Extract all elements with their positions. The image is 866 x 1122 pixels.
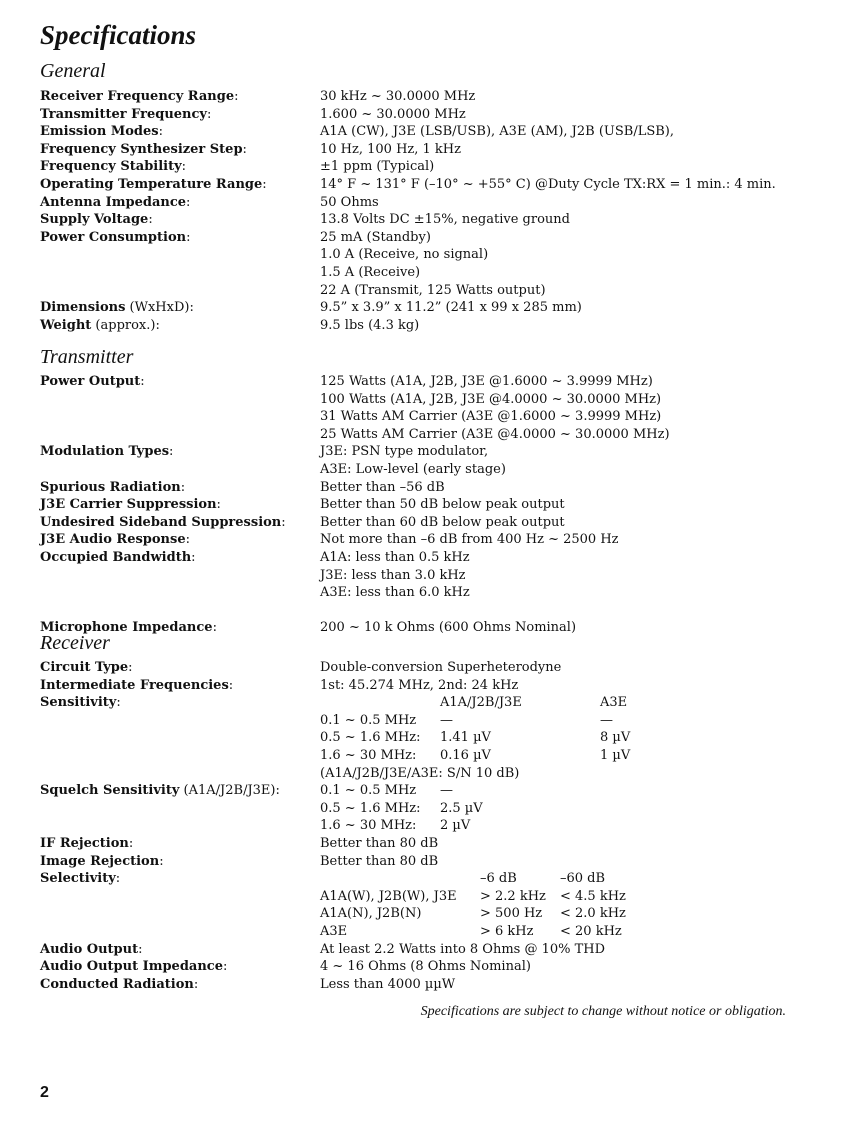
- spec-value: 1.5 A (Receive): [320, 264, 421, 280]
- table-cell: < 4.5 kHz: [560, 888, 626, 904]
- spec-value: 25 Watts AM Carrier (A3E @4.0000 ~ 30.0000 MHz): [320, 426, 670, 442]
- table-cell: 1.41 µV: [440, 730, 491, 746]
- spec-row-power-output: Power Output: 125 Watts (A1A, J2B, J3E @1.6000 ~ 3.9999 MHz) 100 Watts (A1A, J2B, J3E @4.0000 ~ 30.0000 MHz) 31 Watts AM Carrier (A3E @1.6000 ~ 3.9999 MHz) 25 Watts AM Carrier (A3E @4.0000 ~ 30.0000 MHz): [40, 373, 830, 443]
- spec-value: 1.0 A (Receive, no signal): [320, 247, 489, 263]
- spec-value: J3E: PSN type modulator,: [320, 444, 489, 460]
- sensitivity-table: [320, 694, 830, 764]
- spec-value: 4 ~ 16 Ohms (8 Ohms Nominal): [320, 959, 531, 975]
- spec-row-audio-output-impedance: Audio Output Impedance: 4 ~ 16 Ohms (8 Ohms Nominal): [40, 958, 830, 976]
- spec-value: Better than 50 dB below peak output: [320, 497, 565, 513]
- spec-row-synthesizer-step: Frequency Synthesizer Step: 10 Hz, 100 Hz, 1 kHz: [40, 141, 830, 159]
- transmitter-spec-list: [40, 373, 830, 637]
- table-cell: > 6 kHz: [480, 923, 534, 939]
- table-cell: 1 µV: [600, 747, 631, 763]
- spec-row-modulation-types: Modulation Types: J3E: PSN type modulator, A3E: Low-level (early stage): [40, 443, 830, 478]
- spec-row-microphone-impedance: Microphone Impedance: 200 ~ 10 k Ohms (600 Ohms Nominal): [40, 619, 830, 637]
- spec-row-power-consumption: Power Consumption: 25 mA (Standby) 1.0 A (Receive, no signal) 1.5 A (Receive) 22 A (Transmit, 125 Watts output): [40, 229, 830, 299]
- spec-label: Undesired Sideband Suppression: [40, 514, 282, 530]
- spec-value: 14° F ~ 131° F (–10° ~ +55° C) @Duty Cycle TX:RX = 1 min.: 4 min.: [320, 176, 776, 192]
- spec-value: J3E: less than 3.0 kHz: [320, 567, 466, 583]
- page-number: 2: [40, 1084, 49, 1101]
- spec-value: ±1 ppm (Typical): [320, 159, 435, 175]
- spec-row-intermediate-frequencies: Intermediate Frequencies: 1st: 45.274 MHz, 2nd: 24 kHz: [40, 677, 830, 695]
- spec-value: Better than –56 dB: [320, 479, 445, 495]
- spec-row-supply-voltage: Supply Voltage: 13.8 Volts DC ±15%, negative ground: [40, 211, 830, 229]
- spec-row-occupied-bandwidth: Occupied Bandwidth: A1A: less than 0.5 kHz J3E: less than 3.0 kHz A3E: less than 6.0 kHz: [40, 549, 830, 602]
- spec-value: Better than 80 dB: [320, 853, 439, 869]
- footer-note: Specifications are subject to change without notice or obligation.: [420, 1004, 786, 1019]
- spec-value: A1A (CW), J3E (LSB/USB), A3E (AM), J2B (USB/LSB),: [320, 124, 675, 140]
- spec-value: 1.600 ~ 30.0000 MHz: [320, 106, 466, 122]
- spec-label: Operating Temperature Range: [40, 176, 263, 192]
- spec-value: 22 A (Transmit, 125 Watts output): [320, 282, 546, 298]
- spec-label: Frequency Synthesizer Step: [40, 141, 243, 157]
- spec-value: 9.5 lbs (4.3 kg): [320, 317, 420, 333]
- table-cell: —: [440, 783, 453, 799]
- table-cell: A3E: [320, 923, 348, 939]
- spec-value: A3E: Low-level (early stage): [320, 461, 506, 477]
- spec-value: 25 mA (Standby): [320, 229, 431, 245]
- spec-label: Antenna Impedance: [40, 194, 187, 210]
- spec-label: Sensitivity: [40, 695, 117, 711]
- spec-row-spurious-radiation: Spurious Radiation: Better than –56 dB: [40, 479, 830, 497]
- spec-value: A3E: less than 6.0 kHz: [320, 585, 470, 601]
- spec-label: Supply Voltage: [40, 212, 149, 228]
- table-header-cell: A1A/J2B/J3E: [440, 695, 522, 711]
- spec-row-squelch-sensitivity: Squelch Sensitivity (A1A/J2B/J3E): 0.1 ~ 0.5 MHz — 0.5 ~ 1.6 MHz: 2.5 µV 1.6 ~ 30 MHz: 2 µV: [40, 782, 830, 835]
- spec-label: Microphone Impedance: [40, 620, 213, 636]
- spec-value: A1A: less than 0.5 kHz: [320, 549, 470, 565]
- spec-label: Power Output: [40, 374, 141, 389]
- table-cell: 8 µV: [600, 730, 631, 746]
- spec-label: Modulation Types: [40, 444, 170, 460]
- table-cell: > 500 Hz: [480, 906, 543, 922]
- table-cell: A1A(N), J2B(N): [320, 906, 422, 922]
- sensitivity-note: (A1A/J2B/J3E/A3E: S/N 10 dB): [320, 765, 520, 781]
- spec-label: Spurious Radiation: [40, 479, 181, 495]
- table-header-cell: [320, 870, 480, 888]
- selectivity-table: [320, 870, 830, 940]
- spec-row-sideband-suppression: Undesired Sideband Suppression: Better than 60 dB below peak output: [40, 514, 830, 532]
- spec-label: Frequency Stability: [40, 159, 182, 175]
- spec-value: 13.8 Volts DC ±15%, negative ground: [320, 212, 570, 228]
- spec-row-if-rejection: IF Rejection: Better than 80 dB: [40, 835, 830, 853]
- table-cell: 0.5 ~ 1.6 MHz:: [320, 800, 421, 816]
- spec-label: J3E Audio Response: [40, 532, 186, 548]
- spec-label: Weight: [40, 317, 92, 333]
- spec-row-frequency-stability: Frequency Stability: ±1 ppm (Typical): [40, 158, 830, 176]
- table-cell: 1.6 ~ 30 MHz:: [320, 818, 417, 834]
- spec-label-qualifier: (A1A/J2B/J3E): [179, 783, 276, 799]
- table-cell: 2.5 µV: [440, 800, 483, 816]
- spec-label: Squelch Sensitivity: [40, 783, 180, 799]
- table-header-cell: A3E: [600, 695, 628, 711]
- table-cell: > 2.2 kHz: [480, 888, 546, 904]
- spec-value: Less than 4000 µµW: [320, 976, 456, 992]
- spec-row-selectivity: Selectivity: –6 dB –60 dB A1A(W), J2B(W), J3E > 2.2 kHz < 4.5 kHz A1A(N), J2B(N) > 500 Hz < 2.0 kHz A3E > 6 kHz < 20 kHz: [40, 870, 830, 940]
- table-cell: 2 µV: [440, 818, 471, 834]
- spec-row-sensitivity: Sensitivity: A1A/J2B/J3E A3E 0.1 ~ 0.5 MHz — — 0.5 ~ 1.6 MHz: 1.41 µV 8 µV 1.6 ~ 30 MHz: 0.16 µV 1 µV (A1A/J2B/J3E/A3E: S/N 10 dB): [40, 694, 830, 782]
- spec-row-receiver-frequency-range: Receiver Frequency Range: 30 kHz ~ 30.0000 MHz: [40, 88, 830, 106]
- section-title-transmitter: Transmitter: [40, 346, 134, 368]
- table-cell: —: [600, 712, 613, 728]
- receiver-spec-list: [40, 659, 830, 993]
- spec-label: Image Rejection: [40, 853, 160, 869]
- spec-value: 9.5” x 3.9” x 11.2” (241 x 99 x 285 mm): [320, 300, 582, 316]
- spec-row-circuit-type: Circuit Type: Double-conversion Superheterodyne: [40, 659, 830, 677]
- spec-row-transmitter-frequency: Transmitter Frequency: 1.600 ~ 30.0000 MHz: [40, 106, 830, 124]
- spec-value: 31 Watts AM Carrier (A3E @1.6000 ~ 3.9999 MHz): [320, 409, 662, 425]
- spec-value: 30 kHz ~ 30.0000 MHz: [320, 89, 476, 104]
- table-header-cell: –60 dB: [560, 871, 606, 887]
- spec-row-audio-response: J3E Audio Response: Not more than –6 dB from 400 Hz ~ 2500 Hz: [40, 531, 830, 549]
- spec-row-audio-output: Audio Output: At least 2.2 Watts into 8 Ohms @ 10% THD: [40, 941, 830, 959]
- table-header-cell: [320, 694, 440, 712]
- table-cell: —: [440, 712, 453, 728]
- spec-row-weight: Weight (approx.): 9.5 lbs (4.3 kg): [40, 317, 830, 335]
- spec-label: Audio Output Impedance: [40, 959, 223, 975]
- spec-value: 1st: 45.274 MHz, 2nd: 24 kHz: [320, 677, 519, 693]
- spec-value: 50 Ohms: [320, 194, 379, 210]
- spec-row-conducted-radiation: Conducted Radiation: Less than 4000 µµW: [40, 976, 830, 994]
- spec-label: Audio Output: [40, 941, 139, 957]
- spec-row-image-rejection: Image Rejection: Better than 80 dB: [40, 853, 830, 871]
- spec-label: J3E Carrier Suppression: [40, 497, 217, 513]
- spec-label: Occupied Bandwidth: [40, 549, 192, 565]
- spec-value: 200 ~ 10 k Ohms (600 Ohms Nominal): [320, 620, 577, 636]
- spec-row-carrier-suppression: J3E Carrier Suppression: Better than 50 dB below peak output: [40, 496, 830, 514]
- spec-label-qualifier: (approx.): [91, 317, 156, 333]
- spec-label: Circuit Type: [40, 660, 129, 675]
- table-cell: 1.6 ~ 30 MHz:: [320, 747, 417, 763]
- table-cell: 0.1 ~ 0.5 MHz: [320, 783, 417, 799]
- table-cell: < 20 kHz: [560, 923, 622, 939]
- general-spec-list: [40, 88, 830, 334]
- spec-label: Dimensions: [40, 300, 126, 316]
- spec-label: IF Rejection: [40, 835, 129, 851]
- table-header-cell: –6 dB: [480, 871, 517, 887]
- spec-row-dimensions: Dimensions (WxHxD): 9.5” x 3.9” x 11.2” (241 x 99 x 285 mm): [40, 299, 830, 317]
- squelch-table: [320, 782, 830, 835]
- spec-value: Better than 60 dB below peak output: [320, 514, 565, 530]
- spec-value: 125 Watts (A1A, J2B, J3E @1.6000 ~ 3.9999 MHz): [320, 374, 653, 389]
- spec-label: Intermediate Frequencies: [40, 677, 229, 693]
- spec-label: Power Consumption: [40, 229, 187, 245]
- spec-row-emission-modes: Emission Modes: A1A (CW), J3E (LSB/USB), A3E (AM), J2B (USB/LSB),: [40, 123, 830, 141]
- spec-value: Better than 80 dB: [320, 835, 439, 851]
- table-cell: 0.5 ~ 1.6 MHz:: [320, 730, 421, 746]
- table-cell: 0.16 µV: [440, 747, 491, 763]
- spec-label-qualifier: (WxHxD): [125, 300, 190, 316]
- spec-label: Receiver Frequency Range: [40, 89, 235, 104]
- spec-label: Selectivity: [40, 871, 116, 887]
- spec-label: Emission Modes: [40, 124, 159, 140]
- table-cell: A1A(W), J2B(W), J3E: [320, 888, 457, 904]
- page-title: Specifications: [40, 20, 196, 50]
- spec-value: At least 2.2 Watts into 8 Ohms @ 10% THD: [320, 941, 606, 957]
- table-cell: < 2.0 kHz: [560, 906, 626, 922]
- spec-value: Not more than –6 dB from 400 Hz ~ 2500 Hz: [320, 532, 619, 548]
- spec-row-operating-temperature: Operating Temperature Range: 14° F ~ 131° F (–10° ~ +55° C) @Duty Cycle TX:RX = 1 min.: 4 min.: [40, 176, 830, 194]
- spec-value: 10 Hz, 100 Hz, 1 kHz: [320, 141, 461, 157]
- section-title-receiver: Receiver: [40, 632, 110, 654]
- spec-value: 100 Watts (A1A, J2B, J3E @4.0000 ~ 30.0000 MHz): [320, 391, 662, 407]
- table-cell: 0.1 ~ 0.5 MHz: [320, 712, 417, 728]
- section-title-general: General: [40, 60, 106, 82]
- spec-row-antenna-impedance: Antenna Impedance: 50 Ohms: [40, 194, 830, 212]
- spec-label: Transmitter Frequency: [40, 106, 207, 122]
- spec-value: Double-conversion Superheterodyne: [320, 660, 562, 675]
- spec-label: Conducted Radiation: [40, 976, 194, 992]
